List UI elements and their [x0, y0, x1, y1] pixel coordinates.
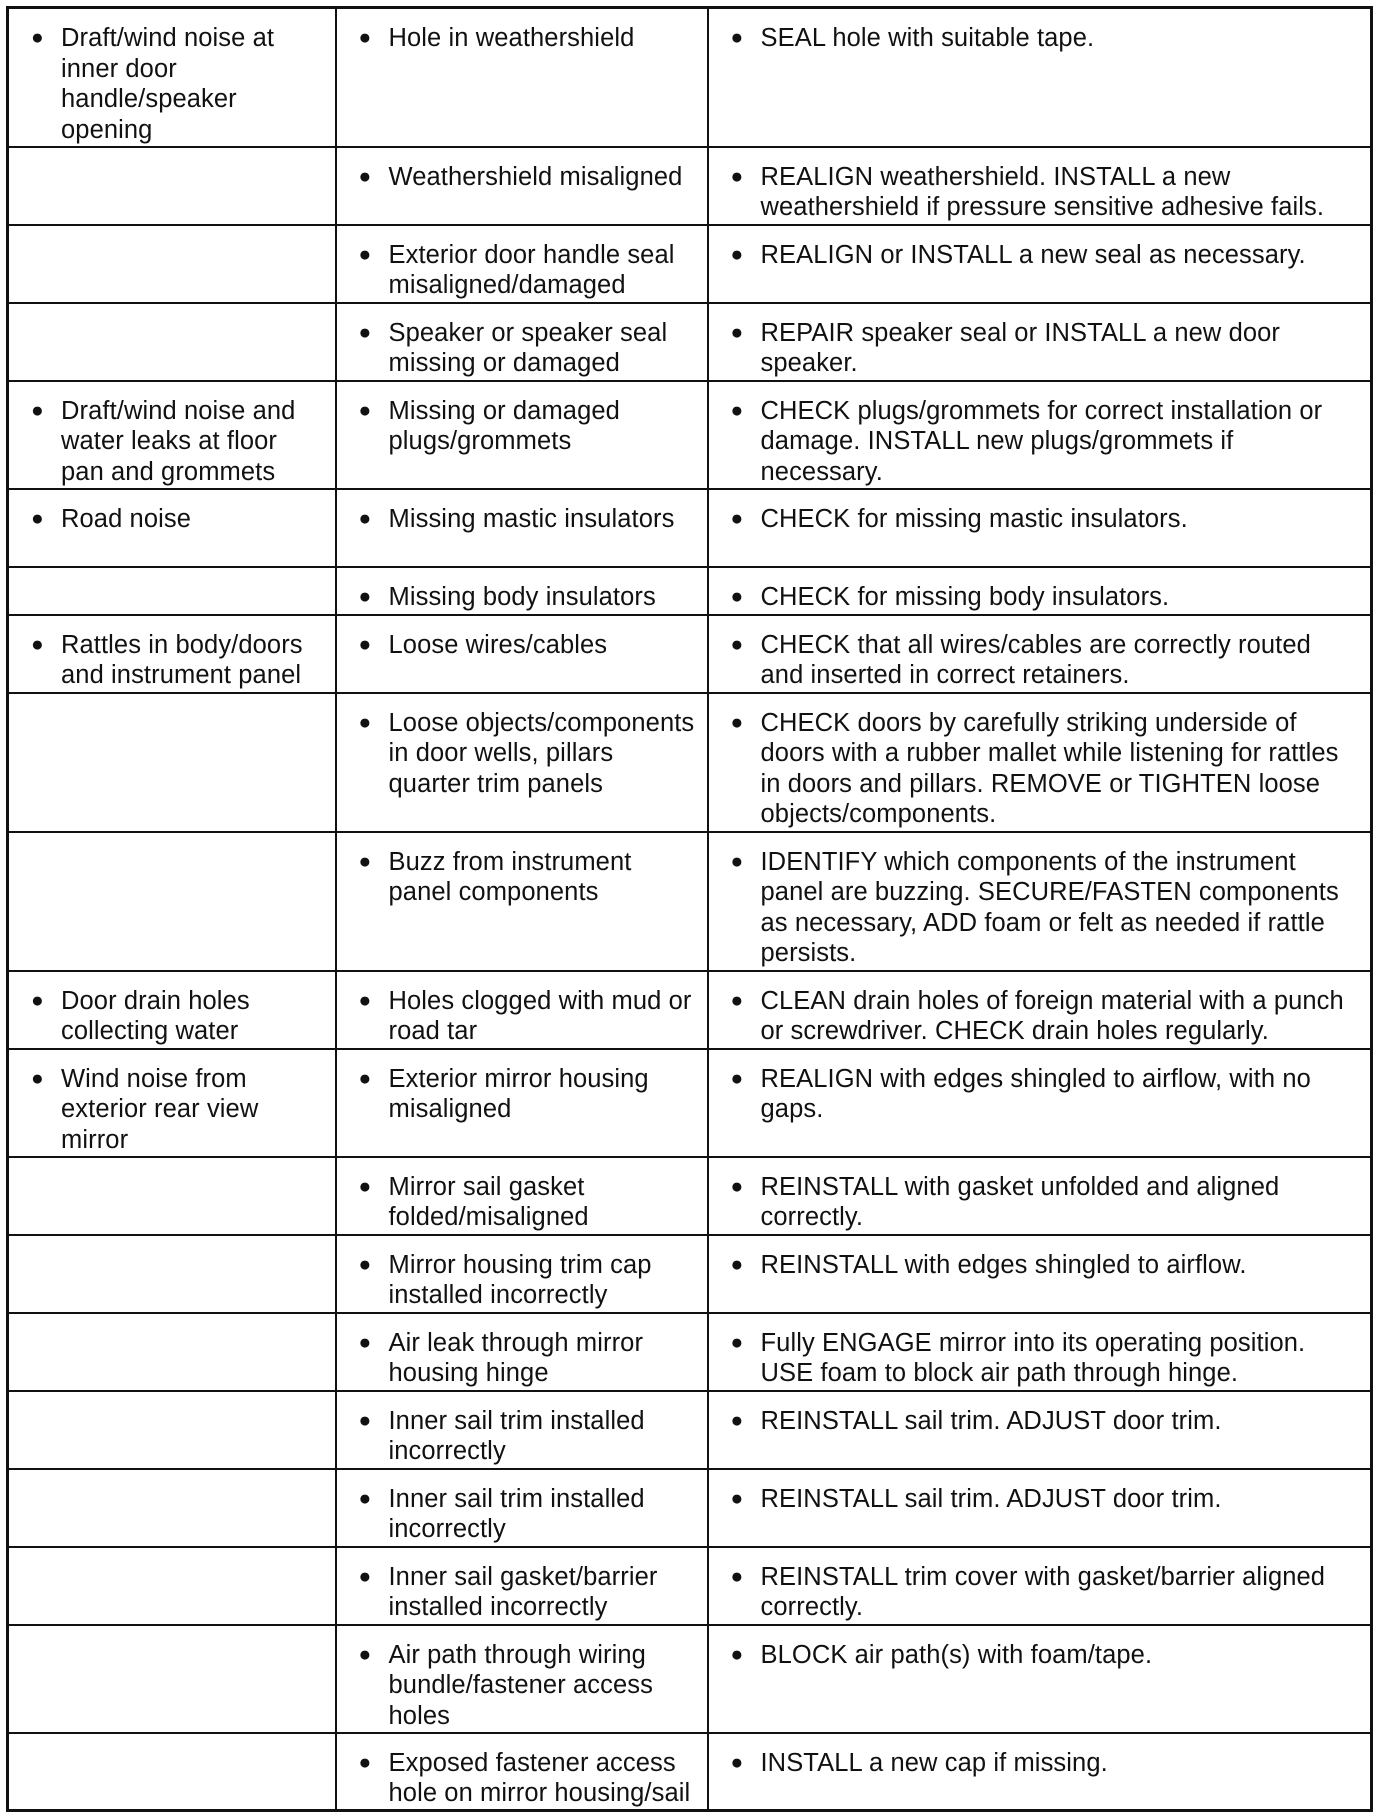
bullet-icon: ●: [730, 1252, 744, 1276]
table-row: [8, 1625, 1372, 1733]
condition-cell: [8, 8, 336, 147]
diagnosis-table-body: [8, 8, 1372, 1811]
bullet-icon: ●: [31, 632, 44, 656]
action-cell: [708, 567, 1372, 615]
action-cell: [708, 1313, 1372, 1391]
source-text: Weathershield misaligned: [388, 162, 683, 191]
action-text: CLEAN drain holes of foreign material with a punch or screwdriver. CHECK drain holes regularly.: [760, 986, 1344, 1045]
source-text: Inner sail trim installed incorrectly: [388, 1484, 645, 1543]
bullet-icon: ●: [358, 506, 372, 530]
action-cell: [708, 147, 1372, 225]
source-cell: [336, 971, 708, 1049]
action-text: BLOCK air path(s) with foam/tape.: [760, 1640, 1153, 1669]
action-cell: [708, 1733, 1372, 1811]
bullet-item: [19, 630, 325, 691]
bullet-icon: ●: [358, 320, 372, 344]
bullet-item: [719, 986, 1361, 1047]
action-text: CHECK doors by carefully striking underside of doors with a rubber mallet while listening for rattles in doors and pillars. REMOVE or TIGHTEN loose objects/components.: [760, 708, 1339, 828]
bullet-item: [719, 1250, 1361, 1281]
source-text: Mirror sail gasket folded/misaligned: [388, 1172, 589, 1231]
bullet-icon: ●: [358, 164, 372, 188]
action-text: REINSTALL with gasket unfolded and aligned correctly.: [760, 1172, 1280, 1231]
action-text: INSTALL a new cap if missing.: [760, 1748, 1108, 1777]
condition-cell: [8, 567, 336, 615]
condition-text: Rattles in body/doors and instrument panel: [61, 630, 303, 689]
table-row: [8, 147, 1372, 225]
source-cell: [336, 1469, 708, 1547]
action-cell: [708, 615, 1372, 693]
condition-text: Draft/wind noise and water leaks at floor pan and grommets: [61, 396, 296, 486]
condition-cell: [8, 147, 336, 225]
bullet-icon: ●: [31, 26, 44, 49]
bullet-item: [719, 162, 1361, 223]
bullet-icon: ●: [730, 988, 744, 1012]
table-row: [8, 1313, 1372, 1391]
action-text: REPAIR speaker seal or INSTALL a new door speaker.: [760, 318, 1281, 377]
source-cell: [336, 615, 708, 693]
bullet-item: [347, 1484, 697, 1545]
source-text: Hole in weathershield: [388, 24, 635, 52]
table-row: [8, 693, 1372, 832]
source-text: Missing mastic insulators: [388, 504, 675, 533]
bullet-icon: ●: [358, 1564, 372, 1588]
condition-cell: [8, 1157, 336, 1235]
table-row: [8, 1049, 1372, 1157]
bullet-icon: ●: [31, 988, 44, 1012]
action-cell: [708, 8, 1372, 147]
bullet-icon: ●: [730, 710, 744, 734]
bullet-item: [347, 1562, 697, 1623]
source-cell: [336, 489, 708, 567]
table-row: [8, 1235, 1372, 1313]
bullet-item: [19, 504, 325, 535]
bullet-item: [719, 630, 1361, 691]
table-row: [8, 381, 1372, 489]
action-cell: [708, 303, 1372, 381]
condition-cell: [8, 1313, 336, 1391]
bullet-icon: ●: [31, 1066, 44, 1090]
action-text: REALIGN with edges shingled to airflow, with no gaps.: [760, 1064, 1311, 1123]
source-text: Mirror housing trim cap installed incorrectly: [388, 1250, 652, 1309]
bullet-icon: ●: [730, 1642, 744, 1666]
bullet-item: [719, 1562, 1361, 1623]
condition-text: Wind noise from exterior rear view mirror: [61, 1064, 259, 1154]
bullet-item: [719, 240, 1361, 271]
action-text: REALIGN weathershield. INSTALL a new weathershield if pressure sensitive adhesive fails.: [760, 162, 1325, 221]
bullet-item: [719, 1406, 1361, 1437]
bullet-item: [719, 1484, 1361, 1515]
action-text: REINSTALL sail trim. ADJUST door trim.: [760, 1484, 1222, 1513]
action-cell: [708, 832, 1372, 971]
condition-cell: [8, 1049, 336, 1157]
condition-cell: [8, 1469, 336, 1547]
bullet-icon: ●: [358, 710, 372, 734]
source-text: Air leak through mirror housing hinge: [388, 1328, 644, 1387]
condition-cell: [8, 1391, 336, 1469]
action-cell: [708, 1157, 1372, 1235]
bullet-icon: ●: [358, 849, 372, 873]
bullet-icon: ●: [358, 1408, 372, 1432]
source-cell: [336, 1391, 708, 1469]
bullet-item: [347, 504, 697, 535]
action-cell: [708, 489, 1372, 567]
action-text: SEAL hole with suitable tape.: [760, 24, 1095, 52]
bullet-item: [347, 1328, 697, 1389]
bullet-item: [347, 630, 697, 661]
condition-cell: [8, 832, 336, 971]
source-text: Speaker or speaker seal missing or damaged: [388, 318, 668, 377]
condition-cell: [8, 381, 336, 489]
source-cell: [336, 303, 708, 381]
condition-cell: [8, 1733, 336, 1811]
bullet-item: [719, 1064, 1361, 1125]
table-row: [8, 615, 1372, 693]
bullet-item: [719, 847, 1361, 969]
source-cell: [336, 1049, 708, 1157]
bullet-item: [347, 318, 697, 379]
source-cell: [336, 1235, 708, 1313]
bullet-item: [19, 23, 325, 145]
bullet-item: [719, 1328, 1361, 1389]
bullet-item: [719, 504, 1361, 535]
bullet-icon: ●: [358, 988, 372, 1012]
condition-cell: [8, 1625, 336, 1733]
bullet-icon: ●: [730, 242, 744, 266]
action-text: CHECK plugs/grommets for correct installation or damage. INSTALL new plugs/grommets if necessary.: [760, 396, 1323, 486]
bullet-item: [19, 986, 325, 1047]
bullet-icon: ●: [358, 1750, 372, 1774]
bullet-icon: ●: [730, 26, 744, 49]
bullet-icon: ●: [730, 1486, 744, 1510]
bullet-item: [719, 396, 1361, 488]
action-cell: [708, 693, 1372, 832]
source-text: Holes clogged with mud or road tar: [388, 986, 692, 1045]
bullet-item: [347, 396, 697, 457]
bullet-item: [719, 1640, 1361, 1671]
bullet-icon: ●: [31, 506, 44, 530]
source-text: Missing body insulators: [388, 582, 656, 611]
action-text: Fully ENGAGE mirror into its operating position. USE foam to block air path through hinge.: [760, 1328, 1306, 1387]
action-text: CHECK for missing mastic insulators.: [760, 504, 1188, 533]
source-cell: [336, 225, 708, 303]
bullet-icon: ●: [358, 1642, 372, 1666]
action-cell: [708, 1469, 1372, 1547]
source-text: Buzz from instrument panel components: [388, 847, 632, 906]
bullet-icon: ●: [358, 1486, 372, 1510]
bullet-item: [347, 708, 697, 800]
source-cell: [336, 381, 708, 489]
bullet-item: [347, 1748, 697, 1809]
bullet-icon: ●: [730, 1330, 744, 1354]
bullet-item: [719, 1748, 1361, 1779]
condition-cell: [8, 693, 336, 832]
source-text: Exposed fastener access hole on mirror housing/sail: [388, 1748, 691, 1807]
bullet-item: [719, 1172, 1361, 1233]
bullet-item: [347, 162, 697, 193]
bullet-icon: ●: [730, 506, 744, 530]
source-cell: [336, 693, 708, 832]
table-row: [8, 832, 1372, 971]
table-row: [8, 971, 1372, 1049]
bullet-icon: ●: [358, 1174, 372, 1198]
bullet-icon: ●: [358, 632, 372, 656]
action-cell: [708, 381, 1372, 489]
bullet-icon: ●: [358, 1330, 372, 1354]
source-text: Inner sail trim installed incorrectly: [388, 1406, 645, 1465]
condition-text: Door drain holes collecting water: [61, 986, 250, 1045]
action-cell: [708, 1049, 1372, 1157]
bullet-item: [347, 23, 697, 54]
action-cell: [708, 225, 1372, 303]
bullet-icon: ●: [730, 1066, 744, 1090]
condition-cell: [8, 303, 336, 381]
bullet-item: [19, 396, 325, 488]
action-cell: [708, 1625, 1372, 1733]
source-text: Exterior mirror housing misaligned: [388, 1064, 649, 1123]
bullet-icon: ●: [730, 1174, 744, 1198]
diagnosis-table: [6, 6, 1373, 1812]
action-cell: [708, 1391, 1372, 1469]
source-cell: [336, 832, 708, 971]
source-text: Loose wires/cables: [388, 630, 608, 659]
bullet-item: [347, 582, 697, 613]
action-text: REINSTALL trim cover with gasket/barrier aligned correctly.: [760, 1562, 1326, 1621]
bullet-icon: ●: [358, 1066, 372, 1090]
action-cell: [708, 1235, 1372, 1313]
table-row: [8, 225, 1372, 303]
source-cell: [336, 147, 708, 225]
bullet-icon: ●: [358, 1252, 372, 1276]
bullet-icon: ●: [730, 320, 744, 344]
bullet-item: [19, 1064, 325, 1156]
source-text: Exterior door handle seal misaligned/damaged: [388, 240, 675, 299]
bullet-item: [719, 582, 1361, 613]
source-text: Missing or damaged plugs/grommets: [388, 396, 620, 455]
condition-cell: [8, 971, 336, 1049]
bullet-item: [347, 240, 697, 301]
condition-cell: [8, 489, 336, 567]
action-cell: [708, 1547, 1372, 1625]
source-cell: [336, 1547, 708, 1625]
condition-text: Draft/wind noise at inner door handle/speaker opening: [61, 24, 275, 144]
bullet-icon: ●: [730, 632, 744, 656]
bullet-item: [347, 986, 697, 1047]
action-text: REINSTALL with edges shingled to airflow.: [760, 1250, 1247, 1279]
bullet-icon: ●: [358, 398, 372, 422]
action-text: REALIGN or INSTALL a new seal as necessary.: [760, 240, 1306, 269]
condition-cell: [8, 225, 336, 303]
condition-cell: [8, 615, 336, 693]
table-row: [8, 1547, 1372, 1625]
bullet-item: [347, 1250, 697, 1311]
bullet-icon: ●: [730, 849, 744, 873]
table-row: [8, 8, 1372, 147]
bullet-icon: ●: [730, 1564, 744, 1588]
bullet-icon: ●: [730, 1408, 744, 1432]
action-text: REINSTALL sail trim. ADJUST door trim.: [760, 1406, 1222, 1435]
table-row: [8, 1391, 1372, 1469]
source-text: Loose objects/components in door wells, pillars quarter trim panels: [388, 708, 695, 798]
condition-text: Road noise: [61, 504, 192, 533]
source-text: Air path through wiring bundle/fastener access holes: [388, 1640, 653, 1730]
bullet-item: [347, 847, 697, 908]
bullet-icon: ●: [31, 398, 44, 422]
table-row: [8, 1469, 1372, 1547]
bullet-icon: ●: [730, 584, 744, 608]
bullet-icon: ●: [730, 1750, 744, 1774]
bullet-item: [719, 23, 1361, 54]
bullet-item: [347, 1172, 697, 1233]
condition-cell: [8, 1235, 336, 1313]
source-cell: [336, 567, 708, 615]
source-cell: [336, 1625, 708, 1733]
bullet-item: [347, 1064, 697, 1125]
bullet-icon: ●: [730, 164, 744, 188]
condition-cell: [8, 1547, 336, 1625]
bullet-icon: ●: [358, 242, 372, 266]
action-text: IDENTIFY which components of the instrument panel are buzzing. SECURE/FASTEN components as necessary, ADD foam or felt as needed if rattle persists.: [760, 847, 1339, 967]
action-text: CHECK that all wires/cables are correctly routed and inserted in correct retainers.: [760, 630, 1311, 689]
source-cell: [336, 1313, 708, 1391]
source-text: Inner sail gasket/barrier installed incorrectly: [388, 1562, 658, 1621]
source-cell: [336, 8, 708, 147]
table-row: [8, 489, 1372, 567]
source-cell: [336, 1157, 708, 1235]
bullet-item: [719, 708, 1361, 830]
action-text: CHECK for missing body insulators.: [760, 582, 1170, 611]
table-row: [8, 567, 1372, 615]
table-row: [8, 1157, 1372, 1235]
action-cell: [708, 971, 1372, 1049]
bullet-item: [347, 1406, 697, 1467]
bullet-icon: ●: [730, 398, 744, 422]
table-row: [8, 303, 1372, 381]
bullet-icon: ●: [358, 584, 372, 608]
bullet-icon: ●: [358, 26, 372, 49]
bullet-item: [719, 318, 1361, 379]
bullet-item: [347, 1640, 697, 1732]
source-cell: [336, 1733, 708, 1811]
table-row: [8, 1733, 1372, 1811]
